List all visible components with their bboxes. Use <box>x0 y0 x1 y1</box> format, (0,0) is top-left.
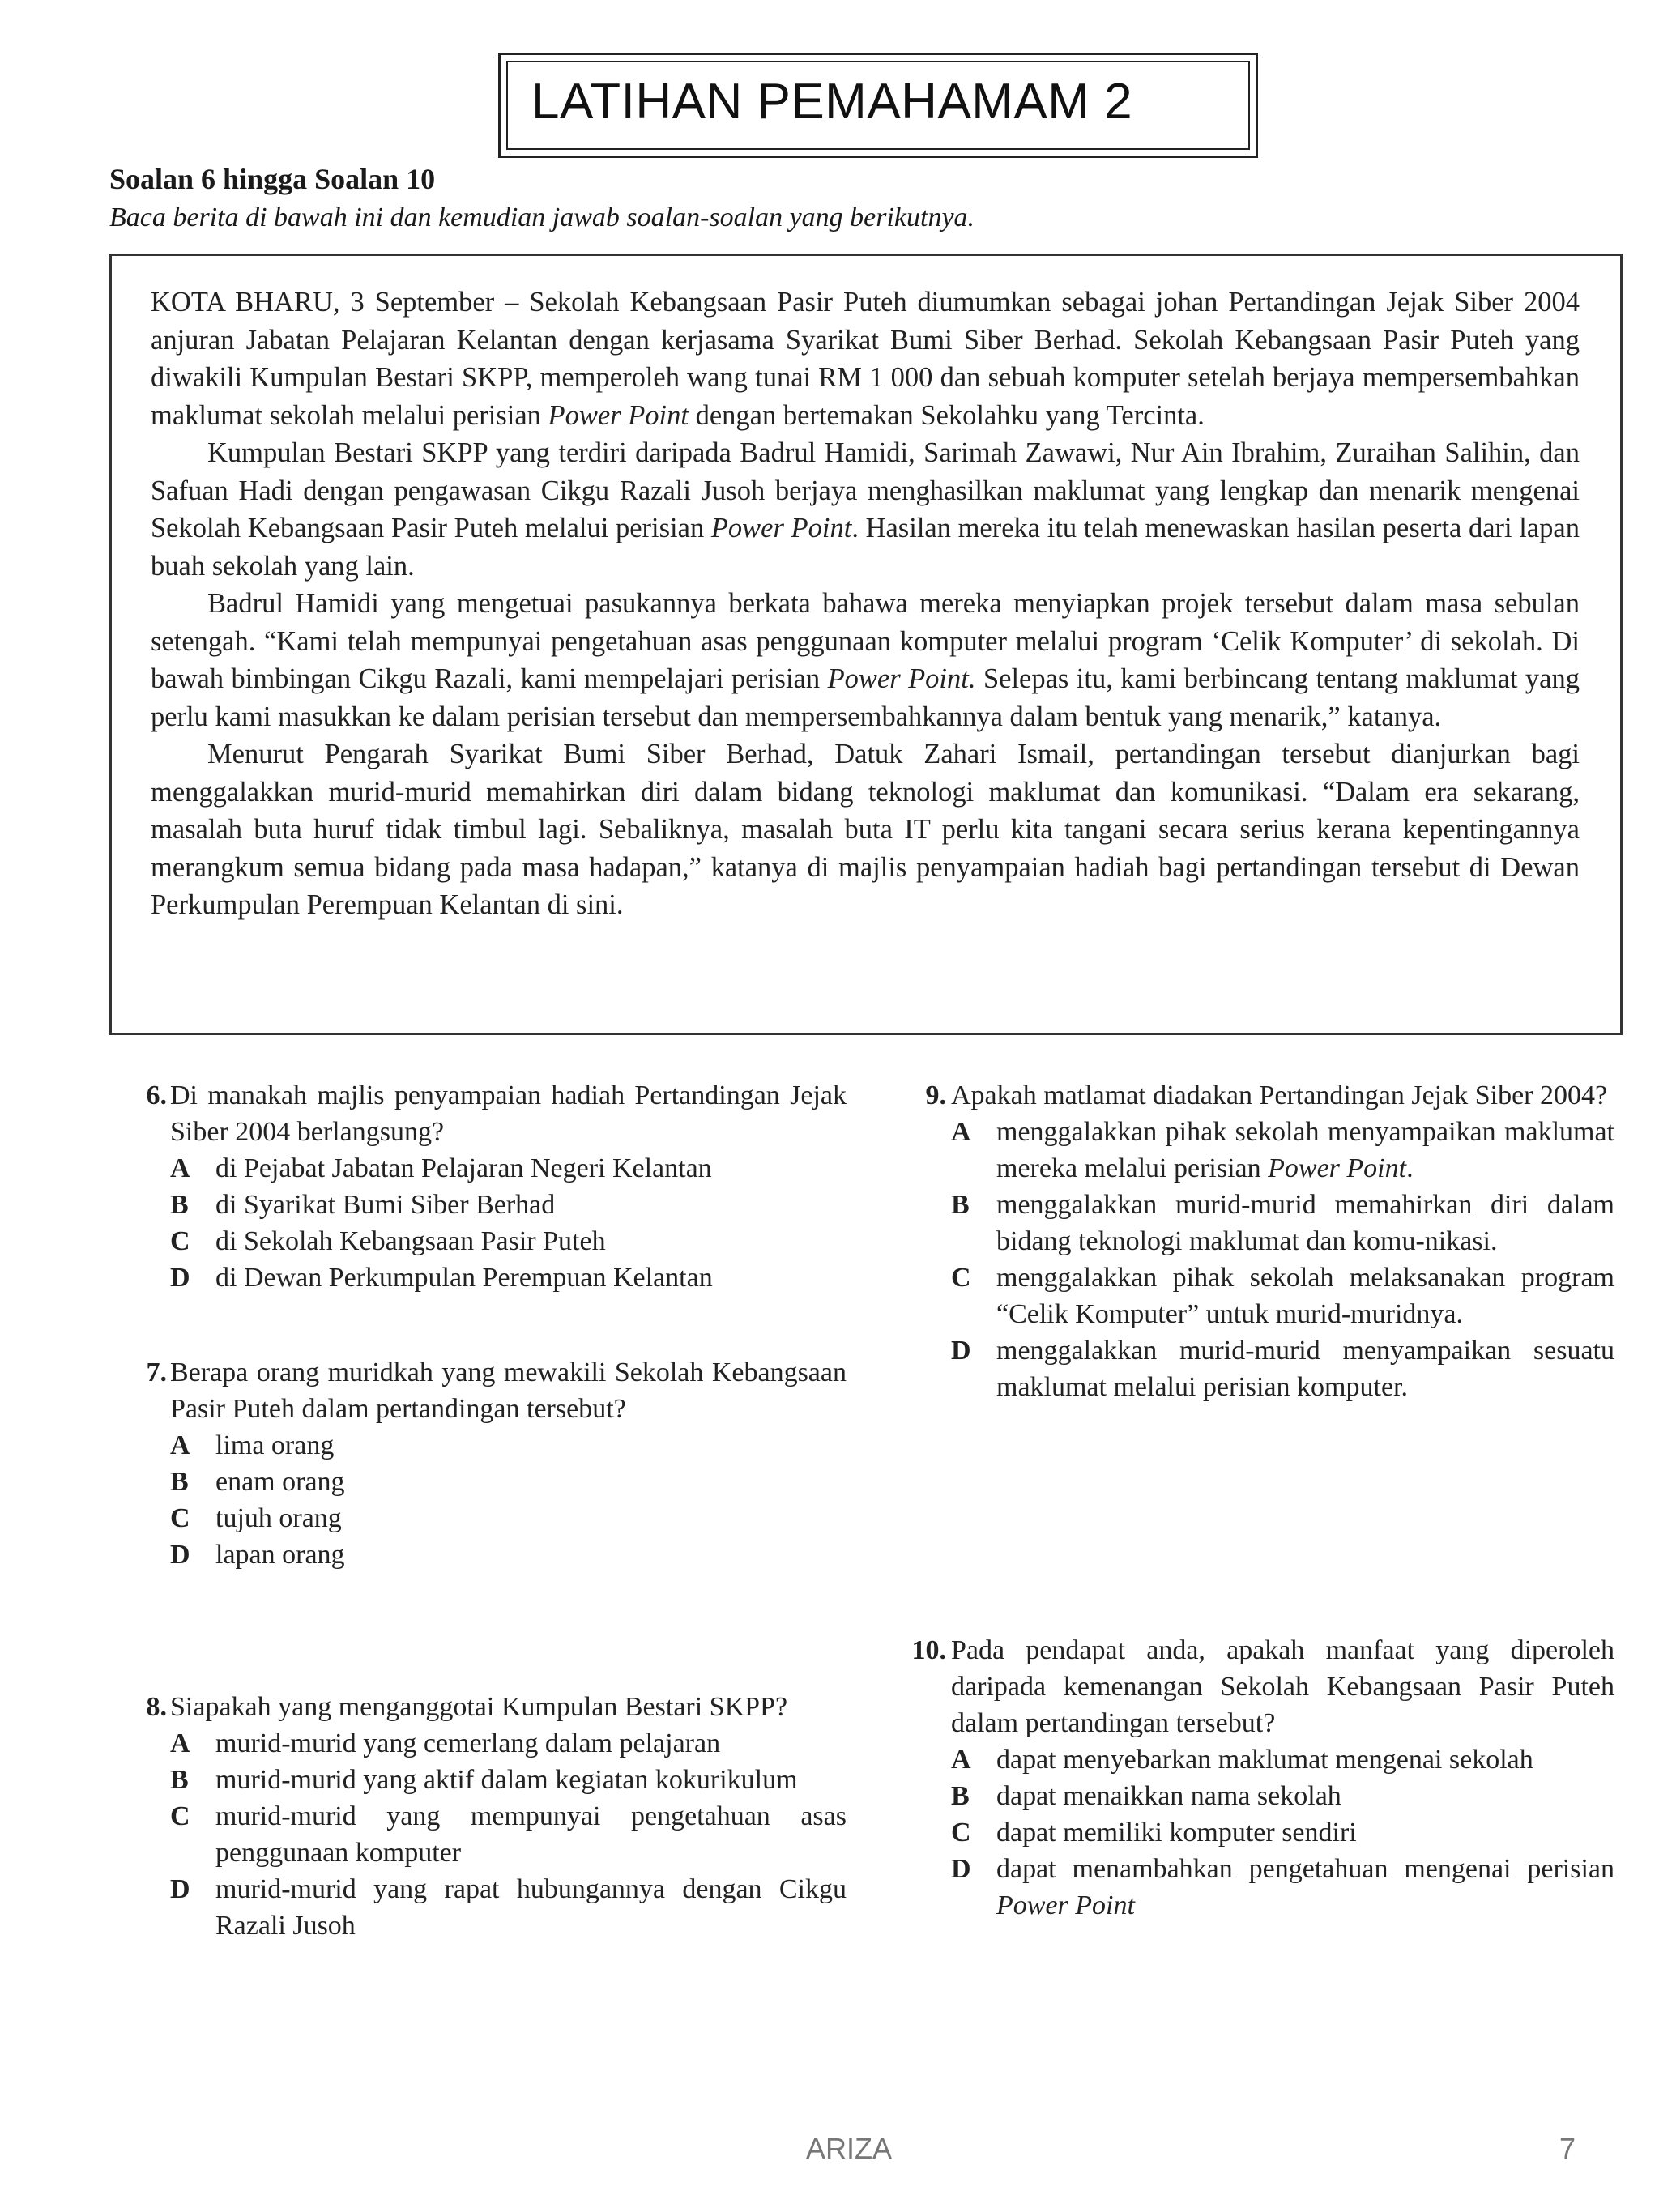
question-6 <box>122 1077 847 1296</box>
option-a <box>170 1150 847 1187</box>
option-text: di Pejabat Jabatan Pelajaran Negeri Kelantan <box>215 1153 712 1183</box>
passage-text: . Hasilan mereka itu telah menewaskan hasilan peserta dari lapan buah sekolah yang lain. <box>151 513 1580 582</box>
question-number: 10. <box>911 1635 946 1665</box>
news-passage <box>109 254 1623 1035</box>
page-number: 7 <box>1559 2132 1576 2165</box>
option-letter: D <box>170 1874 190 1904</box>
option-letter: A <box>170 1430 190 1460</box>
option-text: dapat menambahkan pengetahuan mengenai perisian <box>996 1854 1614 1884</box>
option-text: menggalakkan murid-murid menyampaikan sesuatu maklumat melalui perisian komputer. <box>996 1336 1614 1402</box>
question-number: 6. <box>146 1080 167 1110</box>
passage-italic: Power Point <box>710 513 852 543</box>
option-d <box>951 1332 1614 1405</box>
option-letter: D <box>951 1336 971 1366</box>
option-letter: A <box>170 1728 190 1758</box>
option-c <box>951 1259 1614 1332</box>
option-letter: A <box>951 1745 971 1775</box>
passage-text: Kumpulan Bestari SKPP yang terdiri daripada Badrul Hamidi, Sarimah Zawawi, Nur Ain Ibrahim, Zuraihan Salihin, dan Safuan Hadi dengan pengawasan Cikgu Razali Jusoh berjaya menghasilkan maklumat yang lengkap dan menarik mengenai Sekolah Kebangsaan Pasir Puteh melalui perisian <box>151 437 1580 543</box>
option-letter: B <box>170 1467 189 1497</box>
passage-paragraph-3 <box>151 585 1580 735</box>
option-letter: B <box>170 1765 189 1795</box>
option-text: di Dewan Perkumpulan Perempuan Kelantan <box>215 1263 713 1293</box>
option-letter: B <box>951 1190 970 1220</box>
option-letter: C <box>170 1503 190 1533</box>
option-a <box>951 1114 1614 1187</box>
option-text: lima orang <box>215 1430 335 1460</box>
question-text: Apakah matlamat diadakan Pertandingan Jejak Siber 2004? <box>951 1080 1608 1110</box>
option-text: lapan orang <box>215 1540 345 1570</box>
question-text: Berapa orang muridkah yang mewakili Sekolah Kebangsaan Pasir Puteh dalam pertandingan tersebut? <box>170 1357 847 1424</box>
question-text: Pada pendapat anda, apakah manfaat yang diperoleh daripada kemenangan Sekolah Kebangsaan Pasir Puteh dalam pertandingan tersebut? <box>951 1635 1614 1738</box>
option-letter: C <box>951 1263 971 1293</box>
page-title: LATIHAN PEMAHAMAM 2 <box>531 74 1133 130</box>
passage-paragraph-2 <box>151 434 1580 585</box>
option-a <box>170 1725 847 1762</box>
passage-text: Badrul Hamidi yang mengetuai pasukannya berkata bahawa mereka menyiapkan projek tersebut dalam masa sebulan setengah. “Kami telah mempunyai pengetahuan asas penggunaan komputer melalui program ‘Celik Komputer’ di sekolah. Di bawah bimbingan Cikgu Razali, kami mempelajari perisian <box>151 588 1580 694</box>
option-letter: C <box>951 1818 971 1848</box>
option-d <box>170 1536 847 1573</box>
option-d <box>951 1851 1614 1924</box>
question-7 <box>122 1354 847 1573</box>
option-text: enam orang <box>215 1467 345 1497</box>
title-box <box>498 53 1258 158</box>
passage-paragraph-1 <box>151 283 1580 434</box>
option-b <box>170 1187 847 1223</box>
option-c <box>170 1223 847 1259</box>
question-number: 8. <box>146 1692 167 1722</box>
passage-italic: Power Point <box>548 399 689 431</box>
option-b <box>170 1762 847 1798</box>
passage-paragraph-4: Menurut Pengarah Syarikat Bumi Siber Berhad, Datuk Zahari Ismail, pertandingan tersebut dianjurkan bagi menggalakkan murid-murid memahirkan diri dalam bidang teknologi maklumat dan komunikasi. “Dalam era sekarang, masalah buta huruf tidak timbul lagi. Sebaliknya, masalah buta IT perlu kita tangani secara serius kerana kepentingannya merangkum semua bidang pada masa hadapan,” katanya di majlis penyampaian hadiah bagi pertandingan tersebut di Dewan Perkumpulan Perempuan Kelantan di sini. <box>151 739 1580 920</box>
option-a <box>170 1427 847 1464</box>
option-text: di Sekolah Kebangsaan Pasir Puteh <box>215 1226 606 1256</box>
option-c <box>951 1814 1614 1851</box>
option-text: murid-murid yang cemerlang dalam pelajaran <box>215 1728 721 1758</box>
option-letter: B <box>951 1781 970 1811</box>
option-d <box>170 1871 847 1944</box>
passage-text: Selepas itu, kami berbincang tentang maklumat yang perlu kami masukkan ke dalam perisian tersebut dan mempersembahkannya dalam bentuk yang menarik,” katanya. <box>151 663 1580 732</box>
option-letter: D <box>951 1854 971 1884</box>
option-text: . <box>1406 1153 1414 1183</box>
question-10 <box>889 1632 1614 1924</box>
option-d <box>170 1259 847 1296</box>
option-text: dapat memiliki komputer sendiri <box>996 1818 1357 1848</box>
option-text: tujuh orang <box>215 1503 342 1533</box>
option-letter: D <box>170 1263 190 1293</box>
passage-italic: Power Point. <box>827 663 976 694</box>
option-letter: C <box>170 1801 190 1831</box>
footer-author: ARIZA <box>805 2132 892 2165</box>
option-text: di Syarikat Bumi Siber Berhad <box>215 1190 556 1220</box>
option-letter: A <box>951 1117 971 1147</box>
question-9 <box>889 1077 1614 1405</box>
question-8 <box>122 1689 847 1944</box>
option-text: murid-murid yang mempunyai pengetahuan asas penggunaan komputer <box>215 1801 847 1868</box>
option-italic: Power Point <box>1268 1153 1407 1183</box>
option-letter: A <box>170 1153 190 1183</box>
option-text: dapat menaikkan nama sekolah <box>996 1781 1341 1811</box>
option-letter: B <box>170 1190 189 1220</box>
option-italic: Power Point <box>996 1890 1135 1920</box>
option-letter: D <box>170 1540 190 1570</box>
passage-text: KOTA BHARU, 3 September – Sekolah Kebangsaan Pasir Puteh diumumkan sebagai johan Pertandingan Jejak Siber 2004 anjuran Jabatan Pelajaran Kelantan dengan kerjasama Syarikat Bumi Siber Berhad. Sekolah Kebangsaan Pasir Puteh yang diwakili Kumpulan Bestari SKPP, memperoleh wang tunai RM 1 000 dan sebuah komputer setelah berjaya mempersembahkan maklumat sekolah melalui perisian <box>151 287 1580 431</box>
option-text: murid-murid yang aktif dalam kegiatan kokurikulum <box>215 1765 798 1795</box>
option-text: menggalakkan murid-murid memahirkan diri dalam bidang teknologi maklumat dan komu-nikasi. <box>996 1190 1614 1256</box>
option-text: dapat menyebarkan maklumat mengenai sekolah <box>996 1745 1533 1775</box>
option-b <box>951 1778 1614 1814</box>
question-number: 7. <box>146 1357 167 1387</box>
option-letter: C <box>170 1226 190 1256</box>
option-b <box>951 1187 1614 1259</box>
section-instruction: Baca berita di bawah ini dan kemudian jawab soalan-soalan yang berikutnya. <box>109 202 975 232</box>
question-text: Di manakah majlis penyampaian hadiah Pertandingan Jejak Siber 2004 berlangsung? <box>170 1080 847 1147</box>
option-c <box>170 1500 847 1536</box>
option-c <box>170 1798 847 1871</box>
question-number: 9. <box>925 1080 946 1110</box>
option-text: menggalakkan pihak sekolah melaksanakan program “Celik Komputer” untuk murid-muridnya. <box>996 1263 1614 1329</box>
option-text: menggalakkan pihak sekolah menyampaikan maklumat mereka melalui perisian <box>996 1117 1614 1183</box>
passage-text: dengan bertemakan Sekolahku yang Tercinta. <box>688 399 1205 431</box>
option-a <box>951 1741 1614 1778</box>
option-text: murid-murid yang rapat hubungannya dengan Cikgu Razali Jusoh <box>215 1874 847 1941</box>
question-text: Siapakah yang menganggotai Kumpulan Bestari SKPP? <box>170 1692 788 1722</box>
option-b <box>170 1464 847 1500</box>
section-heading: Soalan 6 hingga Soalan 10 <box>109 163 436 195</box>
